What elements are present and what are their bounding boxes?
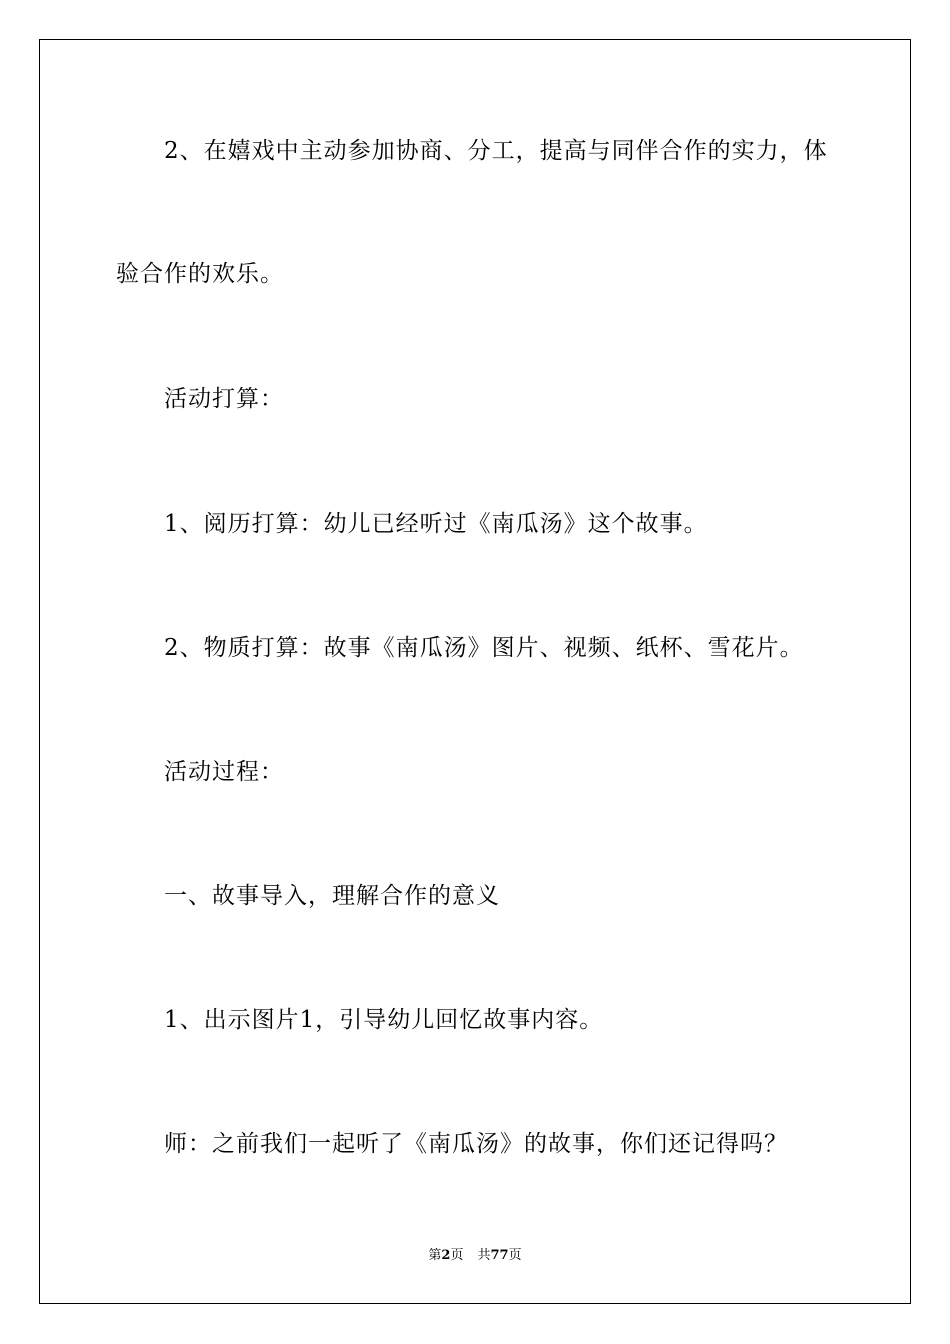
heading-activity-process: 活动过程： bbox=[164, 759, 284, 785]
paragraph-goal-2-line-2: 验合作的欢乐。 bbox=[116, 261, 284, 287]
footer-total-pages: 77 bbox=[490, 1248, 509, 1263]
footer-total-suffix: 页 bbox=[508, 1248, 522, 1263]
heading-activity-preparation: 活动打算： bbox=[164, 386, 284, 412]
footer-total-prefix: 共 bbox=[477, 1248, 491, 1263]
footer-page-suffix: 页 bbox=[450, 1248, 464, 1263]
heading-story-introduction: 一、故事导入，理解合作的意义 bbox=[164, 883, 500, 909]
paragraph-show-picture: 1、出示图片1，引导幼儿回忆故事内容。 bbox=[164, 1007, 604, 1033]
footer-page-prefix: 第 bbox=[428, 1248, 442, 1263]
paragraph-teacher-question: 师：之前我们一起听了《南瓜汤》的故事，你们还记得吗？ bbox=[164, 1131, 788, 1157]
page-footer bbox=[0, 1247, 950, 1265]
page-border bbox=[39, 39, 911, 1304]
paragraph-goal-2-line-1: 2、在嬉戏中主动参加协商、分工，提高与同伴合作的实力，体 bbox=[164, 138, 828, 164]
footer-page-number: 2 bbox=[441, 1248, 451, 1263]
paragraph-experience-preparation: 1、阅历打算：幼儿已经听过《南瓜汤》这个故事。 bbox=[164, 511, 708, 537]
paragraph-material-preparation: 2、物质打算：故事《南瓜汤》图片、视频、纸杯、雪花片。 bbox=[164, 635, 804, 661]
